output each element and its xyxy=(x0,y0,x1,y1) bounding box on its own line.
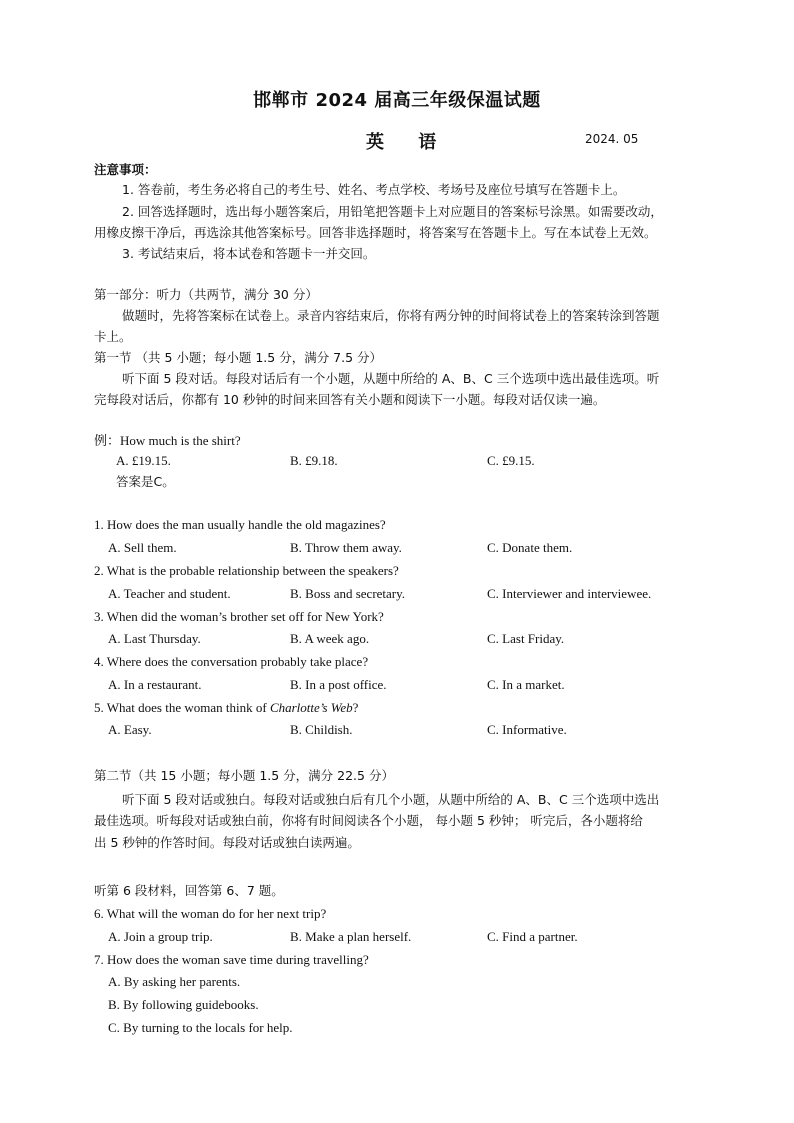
q5-text: 5. What does the woman think of xyxy=(94,700,270,715)
notice-heading: 注意事项： xyxy=(94,162,157,177)
q7-option-c: C. By turning to the locals for help. xyxy=(108,1020,293,1035)
q6-option-c: C. Find a partner. xyxy=(487,929,578,944)
question-3: 3. When did the woman’s brother set off for New York? xyxy=(94,609,384,624)
section1-instruction-2: 完每段对话后，你都有 10 秒钟的时间来回答有关小题和阅读下一小题。每段对话仅读一遍。 xyxy=(94,392,606,407)
exam-subject: 英 语 xyxy=(366,132,451,153)
section2-heading: 第二节（共 15 小题；每小题 1.5 分，满分 22.5 分） xyxy=(94,768,394,783)
q2-option-c: C. Interviewer and interviewee. xyxy=(487,586,652,601)
notice-item-2: 2. 回答选择题时，选出每小题答案后，用铅笔把答题卡上对应题目的答案标号涂黑。如需要改动， xyxy=(122,204,663,219)
section2-instruction-1: 听下面 5 段对话或独白。每段对话或独白后有几个小题，从题中所给的 A、B、C 三个选项中选出 xyxy=(122,792,660,807)
q6-option-a: A. Join a group trip. xyxy=(108,929,213,944)
example-option-b: B. £9.18. xyxy=(290,453,338,468)
q1-option-c: C. Donate them. xyxy=(487,540,573,555)
part1-heading: 第一部分：听力（共两节，满分 30 分） xyxy=(94,287,318,302)
q2-option-b: B. Boss and secretary. xyxy=(290,586,406,601)
q5-option-a: A. Easy. xyxy=(108,722,152,737)
question-7: 7. How does the woman save time during travelling? xyxy=(94,952,369,967)
q2-option-a: A. Teacher and student. xyxy=(108,586,231,601)
q7-option-a: A. By asking her parents. xyxy=(108,974,241,989)
example-answer: 答案是C。 xyxy=(116,474,175,489)
q5-option-b: B. Childish. xyxy=(290,722,353,737)
section2-instruction-3: 出 5 秒钟的作答时间。每段对话或独白读两遍。 xyxy=(94,835,360,850)
section1-heading: 第一节 （共 5 小题；每小题 1.5 分，满分 7.5 分） xyxy=(94,350,383,365)
example-question: 例：How much is the shirt? xyxy=(94,433,241,448)
q6-option-b: B. Make a plan herself. xyxy=(290,929,412,944)
q4-option-a: A. In a restaurant. xyxy=(108,677,202,692)
q5-mark: ? xyxy=(352,700,359,715)
section2-instruction-2: 最佳选项。听每段对话或独白前，你将有时间阅读各个小题， 每小题 5 秒钟； 听完后，各小题将给 xyxy=(94,813,643,828)
notice-item-2-cont: 用橡皮擦干净后，再选涂其他答案标号。回答非选择题时，将答案写在答题卡上。写在本试卷上无效。 xyxy=(94,225,657,240)
q1-option-b: B. Throw them away. xyxy=(290,540,402,555)
q5-option-c: C. Informative. xyxy=(487,722,567,737)
question-4: 4. Where does the conversation probably take place? xyxy=(94,654,369,669)
material6-heading: 听第 6 段材料，回答第 6、7 题。 xyxy=(94,883,284,898)
q1-option-a: A. Sell them. xyxy=(108,540,177,555)
part1-instruction-2: 卡上。 xyxy=(94,329,132,344)
q3-option-b: B. A week ago. xyxy=(290,631,370,646)
q7-option-b: B. By following guidebooks. xyxy=(108,997,259,1012)
section1-instruction-1: 听下面 5 段对话。每段对话后有一个小题，从题中所给的 A、B、C 三个选项中选出最佳选项。听 xyxy=(122,371,660,386)
q4-option-b: B. In a post office. xyxy=(290,677,387,692)
exam-title: 邯郸市 2024 届高三年级保温试题 xyxy=(253,90,541,111)
notice-item-3: 3. 考试结束后，将本试卷和答题卡一并交回。 xyxy=(122,246,376,261)
example-option-a: A. £19.15. xyxy=(116,453,171,468)
q3-option-c: C. Last Friday. xyxy=(487,631,565,646)
q5-book-title: Charlotte’s Web xyxy=(269,700,353,715)
example-option-c: C. £9.15. xyxy=(487,453,535,468)
part1-instruction-1: 做题时，先将答案标在试卷上。录音内容结束后，你将有两分钟的时间将试卷上的答案转涂到答题 xyxy=(122,308,660,323)
question-1: 1. How does the man usually handle the old magazines? xyxy=(94,517,386,532)
q3-option-a: A. Last Thursday. xyxy=(108,631,201,646)
question-2: 2. What is the probable relationship between the speakers? xyxy=(94,563,399,578)
question-5 xyxy=(94,698,734,718)
question-6: 6. What will the woman do for her next trip? xyxy=(94,906,327,921)
q4-option-c: C. In a market. xyxy=(487,677,565,692)
exam-date: 2024. 05 xyxy=(585,132,639,146)
notice-item-1: 1. 答卷前，考生务必将自己的考生号、姓名、考点学校、考场号及座位号填写在答题卡上。 xyxy=(122,182,626,197)
